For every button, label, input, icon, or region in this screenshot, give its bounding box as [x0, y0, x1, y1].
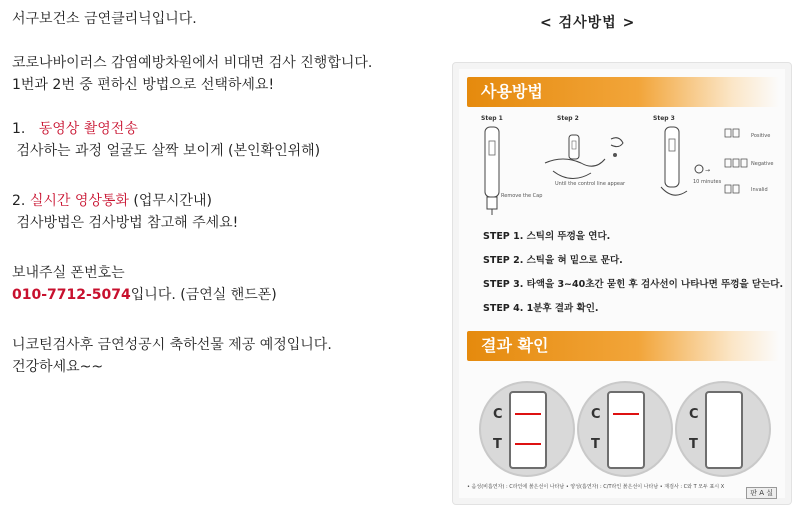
c-label: C	[493, 407, 503, 422]
step-4: STEP 4. 1분후 결과 확인.	[483, 303, 599, 314]
t-label: T	[591, 437, 600, 452]
result-negative-circle	[479, 381, 575, 477]
notice-text	[12, 8, 442, 378]
test-stick-drawing	[473, 115, 773, 215]
option-2-desc: 검사방법은 검사방법 참고해 주세요!	[16, 215, 239, 231]
step-3: STEP 3. 타액을 3~40초간 묻힌 후 검사선이 나타나면 뚜껑을 닫는다.	[483, 279, 784, 290]
svg-text:→: →	[705, 167, 711, 174]
test-strip	[689, 391, 743, 469]
step-1: STEP 1. 스틱의 뚜껑을 연다.	[483, 231, 611, 242]
intro-line: 서구보건소 금연클리닉입니다.	[12, 11, 197, 27]
test-method-title: < 검사방법 >	[540, 15, 636, 31]
step-2-label: Step 2	[557, 115, 579, 122]
option-1-number: 1.	[12, 121, 26, 137]
control-line	[515, 413, 541, 415]
option-1-desc: 검사하는 과정 얼굴도 살짝 보이게 (본인확인위해)	[16, 143, 321, 159]
test-strip	[591, 391, 645, 469]
test-manual-image	[452, 62, 792, 505]
stamp-badge: 판 A 실	[746, 487, 777, 499]
test-line	[515, 443, 541, 445]
result-positive-circle	[577, 381, 673, 477]
phone-number: 010-7712-5074	[12, 287, 131, 303]
test-strip	[493, 391, 547, 469]
closing-line-1: 니코틴검사후 금연성공시 축하선물 제공 예정입니다.	[12, 337, 332, 353]
step-2: STEP 2. 스틱을 혀 밑으로 문다.	[483, 255, 623, 266]
c-label: C	[689, 407, 699, 422]
control-line	[613, 413, 639, 415]
phone-label: 보내주실 폰번호는	[12, 265, 125, 281]
negative-note: Negative	[751, 161, 774, 167]
c-label: C	[591, 407, 601, 422]
result-header: 결과 확인	[467, 331, 779, 361]
phone-line	[12, 284, 442, 306]
usage-header: 사용방법	[467, 77, 779, 107]
result-invalid-circle	[675, 381, 771, 477]
minutes-note: 10 minutes	[693, 179, 722, 185]
usage-illustration	[473, 115, 773, 215]
option-2-suffix: (업무시간내)	[133, 193, 212, 209]
option-2-title: 실시간 영상통화	[29, 193, 129, 209]
dip-note: Until the control line appear	[555, 181, 626, 187]
positive-note: Positive	[751, 133, 771, 139]
phone-suffix: 입니다. (금연실 핸드폰)	[130, 287, 277, 303]
invalid-note: Invalid	[751, 187, 768, 193]
choose-line: 1번과 2번 중 편하신 방법으로 선택하세요!	[12, 77, 275, 93]
remove-cap-note: Remove the Cap	[501, 193, 543, 199]
option-1-title: 동영상 촬영전송	[38, 121, 138, 137]
result-captions: • 음성(비흡연자) : C라인에 붉은선이 나타남 • 양성(흡연자) : C/T라인 붉은선이 나타남 • 재검사 : C와 T 모두 표시 X	[467, 484, 725, 490]
steps-list	[483, 225, 783, 321]
option-2-number: 2.	[12, 193, 26, 209]
step-1-label: Step 1	[481, 115, 503, 122]
covid-line: 코로나바이러스 감염예방차원에서 비대면 검사 진행합니다.	[12, 55, 373, 71]
option-2	[12, 190, 442, 212]
t-label: T	[493, 437, 502, 452]
option-1	[12, 118, 442, 140]
step-3-label: Step 3	[653, 115, 675, 122]
closing-line-2: 건강하세요~~	[12, 359, 104, 375]
t-label: T	[689, 437, 698, 452]
